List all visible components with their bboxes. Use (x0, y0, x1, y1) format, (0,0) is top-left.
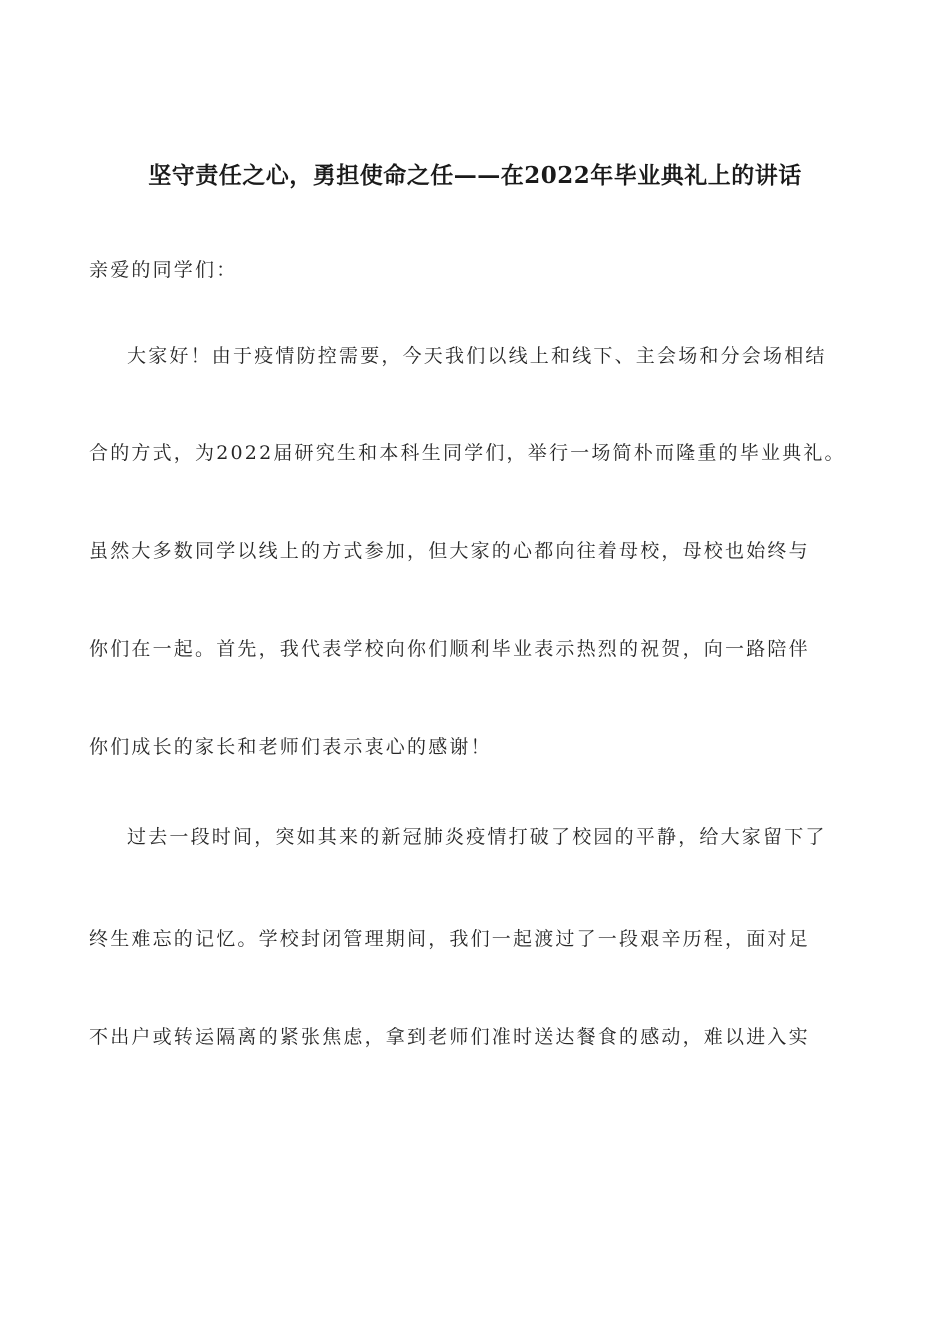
paragraph-line: 大家好！由于疫情防控需要，今天我们以线上和线下、主会场和分会场相结 (127, 345, 827, 367)
document-title: 坚守责任之心，勇担使命之任——在2022年毕业典礼上的讲话 (148, 162, 802, 189)
paragraph-line: 合的方式，为2022届研究生和本科生同学们，举行一场简朴而隆重的毕业典礼。 (89, 442, 846, 464)
paragraph-line: 你们在一起。首先，我代表学校向你们顺利毕业表示热烈的祝贺，向一路陪伴 (89, 638, 810, 660)
salutation: 亲爱的同学们： (89, 259, 238, 281)
paragraph-line: 不出户或转运隔离的紧张焦虑，拿到老师们准时送达餐食的感动，难以进入实 (89, 1026, 810, 1048)
paragraph-line: 虽然大多数同学以线上的方式参加，但大家的心都向往着母校，母校也始终与 (89, 540, 810, 562)
paragraph-line: 终生难忘的记忆。学校封闭管理期间，我们一起渡过了一段艰辛历程，面对足 (89, 928, 810, 950)
paragraph-line: 过去一段时间，突如其来的新冠肺炎疫情打破了校园的平静，给大家留下了 (127, 826, 827, 848)
paragraph-line: 你们成长的家长和老师们表示衷心的感谢！ (89, 736, 492, 758)
